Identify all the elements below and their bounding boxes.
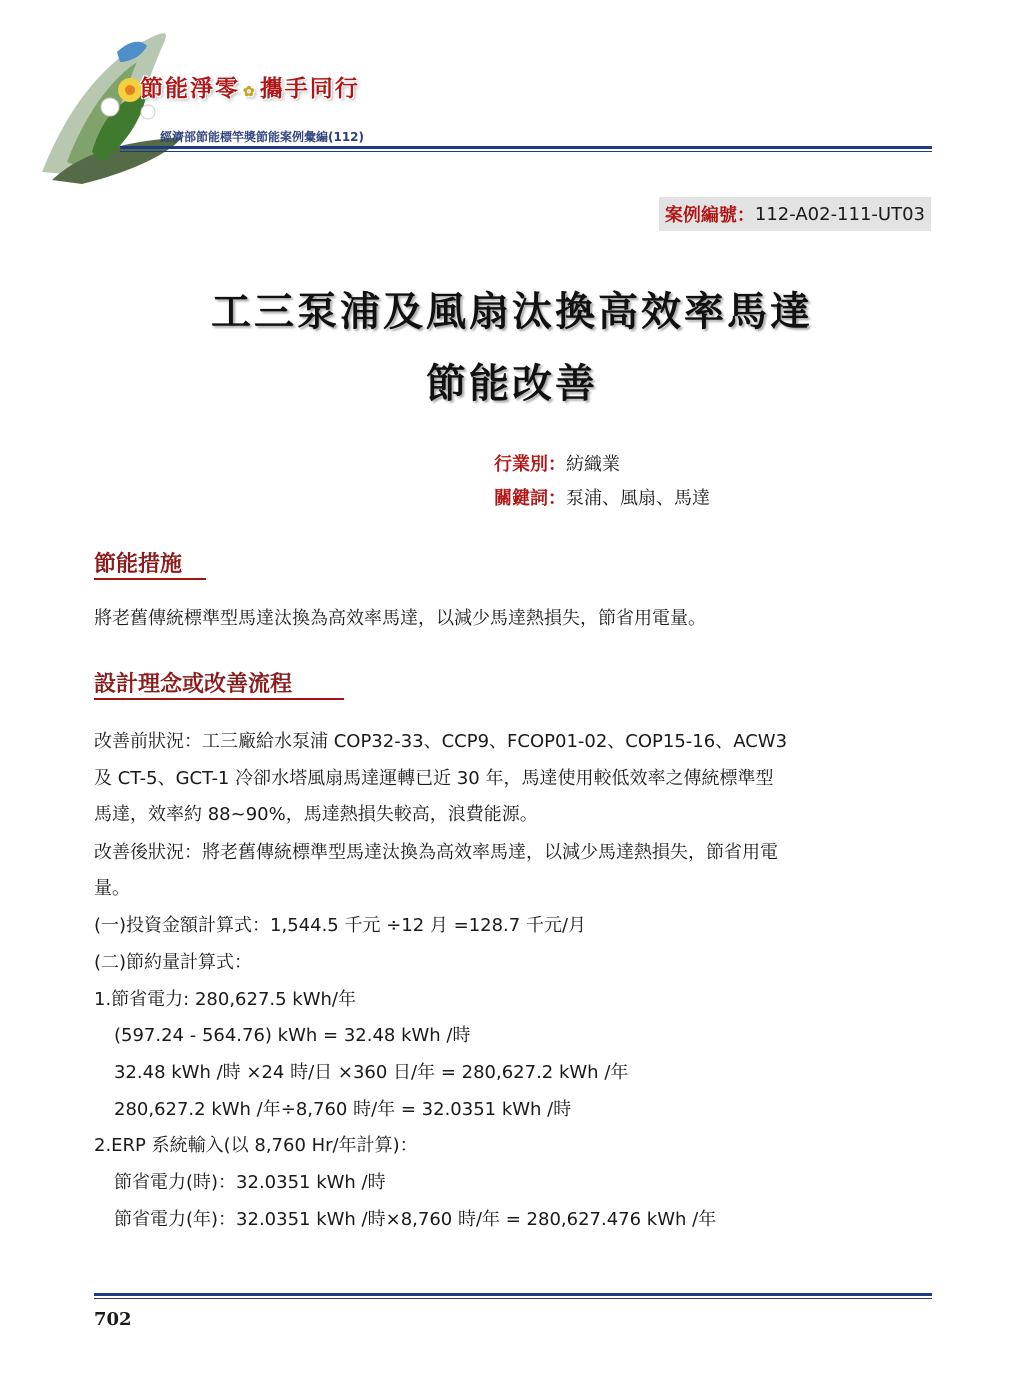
body-line: 量。 — [94, 878, 130, 899]
body-line: (二)節約量計算式： — [94, 952, 253, 973]
industry-value: 紡織業 — [566, 454, 620, 475]
body-line: 改善前狀況：工三廠給水泵浦 COP32-33、CCP9、FCOP01-02、COP15-16、ACW3 — [94, 731, 788, 752]
body-line: 及 CT-5、GCT-1 冷卻水塔風扇馬達運轉已近 30 年，馬達使用較低效率之傳統標準型 — [94, 768, 774, 789]
flower-icon: ✿ — [243, 84, 257, 100]
header-rule-thin — [120, 151, 932, 152]
header-slogan — [140, 70, 360, 103]
page-number: 702 — [94, 1309, 132, 1330]
industry-label: 行業別： — [494, 454, 566, 475]
body-line: 馬達，效率約 88~90%，馬達熱損失較高，浪費能源。 — [94, 804, 538, 825]
body-line: 32.48 kWh /時 ×24 時/日 ×360 日/年 = 280,627.2 kWh /年 — [114, 1062, 629, 1083]
series-title: 經濟部節能標竿獎節能案例彙編(112) — [160, 130, 365, 144]
case-number-value: 112-A02-111-UT03 — [754, 203, 925, 225]
body-line: 1.節省電力: 280,627.5 kWh/年 — [94, 989, 356, 1010]
case-number-label: 案例編號： — [664, 205, 755, 226]
keywords-row — [494, 484, 710, 510]
section-heading-underline — [94, 578, 206, 580]
page-title-line-2: 節能改善 — [426, 361, 598, 407]
industry-row — [494, 450, 620, 476]
header-rule-thick — [120, 146, 932, 149]
section-heading-design: 設計理念或改善流程 — [94, 672, 293, 697]
body-line: (597.24 - 564.76) kWh = 32.48 kWh /時 — [114, 1025, 471, 1046]
slogan-left: 節能淨零 — [140, 75, 240, 102]
keywords-value: 泵浦、風扇、馬達 — [566, 488, 710, 509]
footer-rule-thick — [94, 1293, 932, 1296]
section-heading-underline — [94, 698, 344, 700]
footer-rule-thin — [94, 1298, 932, 1299]
slogan-right: 攜手同行 — [259, 75, 360, 102]
case-number-box — [659, 197, 931, 231]
body-line: 節省電力(年)：32.0351 kWh /時×8,760 時/年 = 280,627.476 kWh /年 — [114, 1209, 717, 1230]
section-heading-measures: 節能措施 — [94, 552, 183, 577]
body-line: 280,627.2 kWh /年÷8,760 時/年 = 32.0351 kWh /時 — [114, 1099, 572, 1120]
body-line: 2.ERP 系統輸入(以 8,760 Hr/年計算)： — [94, 1135, 418, 1156]
body-line: 節省電力(時)：32.0351 kWh /時 — [114, 1172, 386, 1193]
body-line: 改善後狀況：將老舊傳統標準型馬達汰換為高效率馬達，以減少馬達熱損失，節省用電 — [94, 842, 778, 863]
body-line: (一)投資金額計算式：1,544.5 千元 ÷12 月 =128.7 千元/月 — [94, 915, 587, 936]
page-title-line-1: 工三泵浦及風扇汰換高效率馬達 — [211, 289, 813, 335]
keywords-label: 關鍵詞： — [494, 488, 566, 509]
measures-text: 將老舊傳統標準型馬達汰換為高效率馬達，以減少馬達熱損失，節省用電量。 — [94, 608, 706, 629]
